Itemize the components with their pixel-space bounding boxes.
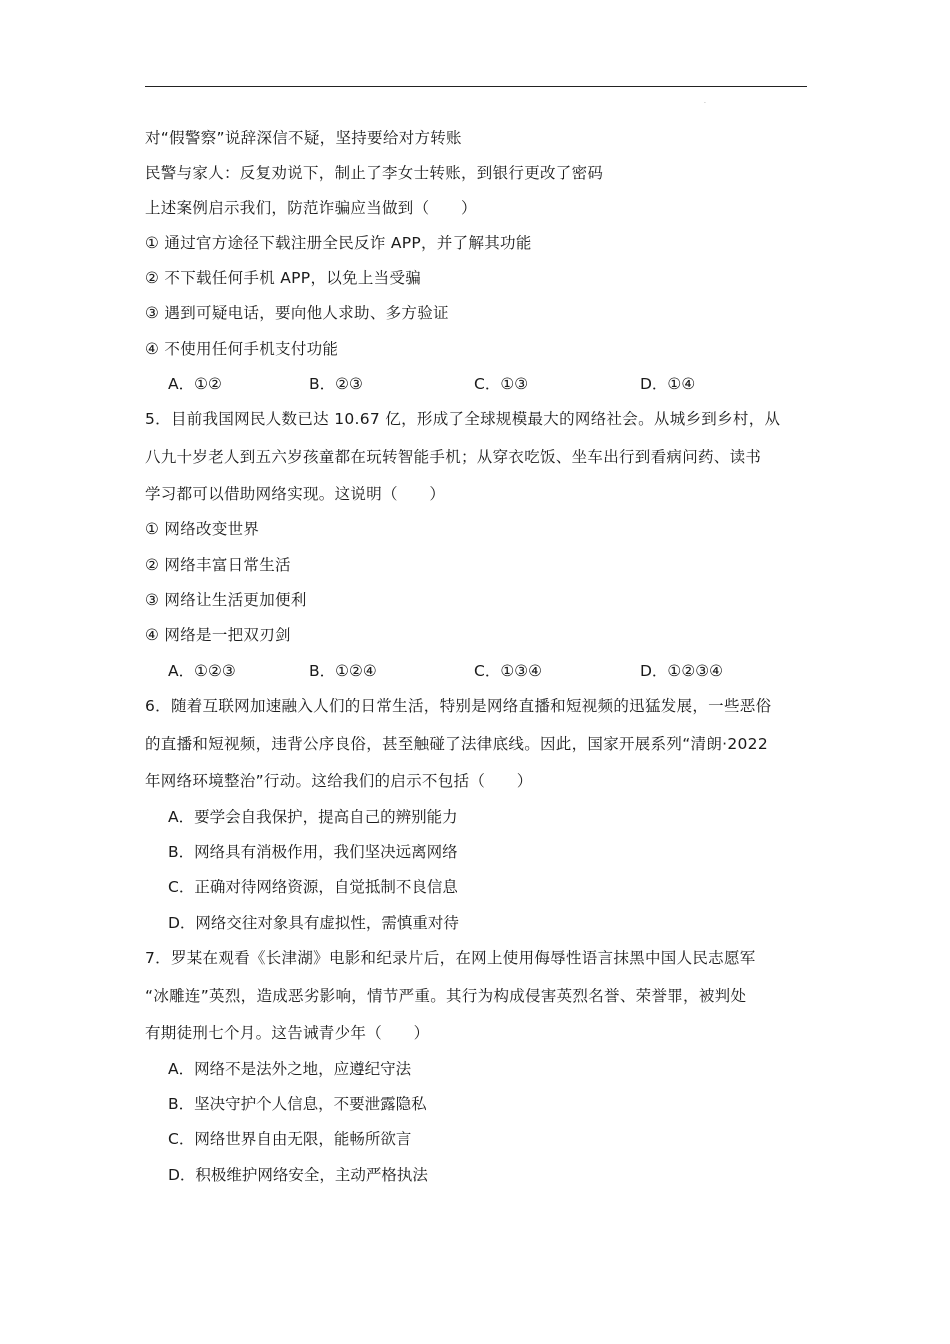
q4-statement-4: ④ 不使用任何手机支付功能 — [145, 340, 339, 358]
q7-stem-line: 有期徒刑七个月。这告诫青少年（ ） — [145, 1024, 430, 1042]
header-mark: . — [704, 98, 706, 105]
q5-option-a: A．①②③ — [168, 662, 236, 680]
q6-option-c: C．正确对待网络资源，自觉抵制不良信息 — [168, 878, 458, 896]
q7-stem-line: “冰雕连”英烈，造成恶劣影响，情节严重。其行为构成侵害英烈名誉、荣誉罪，被判处 — [145, 987, 747, 1005]
q7-option-a: A．网络不是法外之地，应遵纪守法 — [168, 1060, 412, 1078]
q5-statement-2: ② 网络丰富日常生活 — [145, 556, 291, 574]
header-rule — [145, 86, 807, 87]
q6-stem-line: 的直播和短视频，违背公序良俗，甚至触碰了法律底线。因此，国家开展系列“清朗·2022 — [145, 735, 769, 753]
q5-option-b: B．①②④ — [309, 662, 377, 680]
q6-option-a: A．要学会自我保护，提高自己的辨别能力 — [168, 808, 458, 826]
q5-stem-line: 5．目前我国网民人数已达 10.67 亿，形成了全球规模最大的网络社会。从城乡到乡村，从 — [145, 410, 781, 428]
q6-stem-line: 年网络环境整治”行动。这给我们的启示不包括（ ） — [145, 772, 533, 790]
q4-statement-2: ② 不下载任何手机 APP，以免上当受骗 — [145, 269, 422, 287]
q4-stem: 上述案例启示我们，防范诈骗应当做到（ ） — [145, 199, 477, 217]
q7-option-d: D．积极维护网络安全，主动严格执法 — [168, 1166, 428, 1184]
q4-option-b: B．②③ — [309, 375, 363, 393]
q5-statement-1: ① 网络改变世界 — [145, 520, 260, 538]
q4-text-line: 对“假警察”说辞深信不疑，坚持要给对方转账 — [145, 129, 462, 147]
q4-option-c: C．①③ — [474, 375, 529, 393]
q6-stem-line: 6．随着互联网加速融入人们的日常生活，特别是网络直播和短视频的迅猛发展，一些恶俗 — [145, 697, 772, 715]
q5-stem-line: 学习都可以借助网络实现。这说明（ ） — [145, 485, 446, 503]
q6-option-b: B．网络具有消极作用，我们坚决远离网络 — [168, 843, 458, 861]
q4-option-a: A．①② — [168, 375, 222, 393]
q5-option-d: D．①②③④ — [640, 662, 724, 680]
q7-option-b: B．坚决守护个人信息，不要泄露隐私 — [168, 1095, 427, 1113]
q5-statement-4: ④ 网络是一把双刃剑 — [145, 626, 291, 644]
q6-option-d: D．网络交往对象具有虚拟性，需慎重对待 — [168, 914, 459, 932]
q4-statement-1: ① 通过官方途径下载注册全民反诈 APP，并了解其功能 — [145, 234, 532, 252]
q7-stem-line: 7．罗某在观看《长津湖》电影和纪录片后，在网上使用侮辱性语言抹黑中国人民志愿军 — [145, 949, 756, 967]
q4-text-line: 民警与家人：反复劝说下，制止了李女士转账，到银行更改了密码 — [145, 164, 604, 182]
q5-statement-3: ③ 网络让生活更加便利 — [145, 591, 307, 609]
q4-option-d: D．①④ — [640, 375, 696, 393]
q4-statement-3: ③ 遇到可疑电话，要向他人求助、多方验证 — [145, 304, 449, 322]
q5-stem-line: 八九十岁老人到五六岁孩童都在玩转智能手机；从穿衣吃饭、坐车出行到看病问药、读书 — [145, 448, 762, 466]
q5-option-c: C．①③④ — [474, 662, 543, 680]
q7-option-c: C．网络世界自由无限，能畅所欲言 — [168, 1130, 412, 1148]
